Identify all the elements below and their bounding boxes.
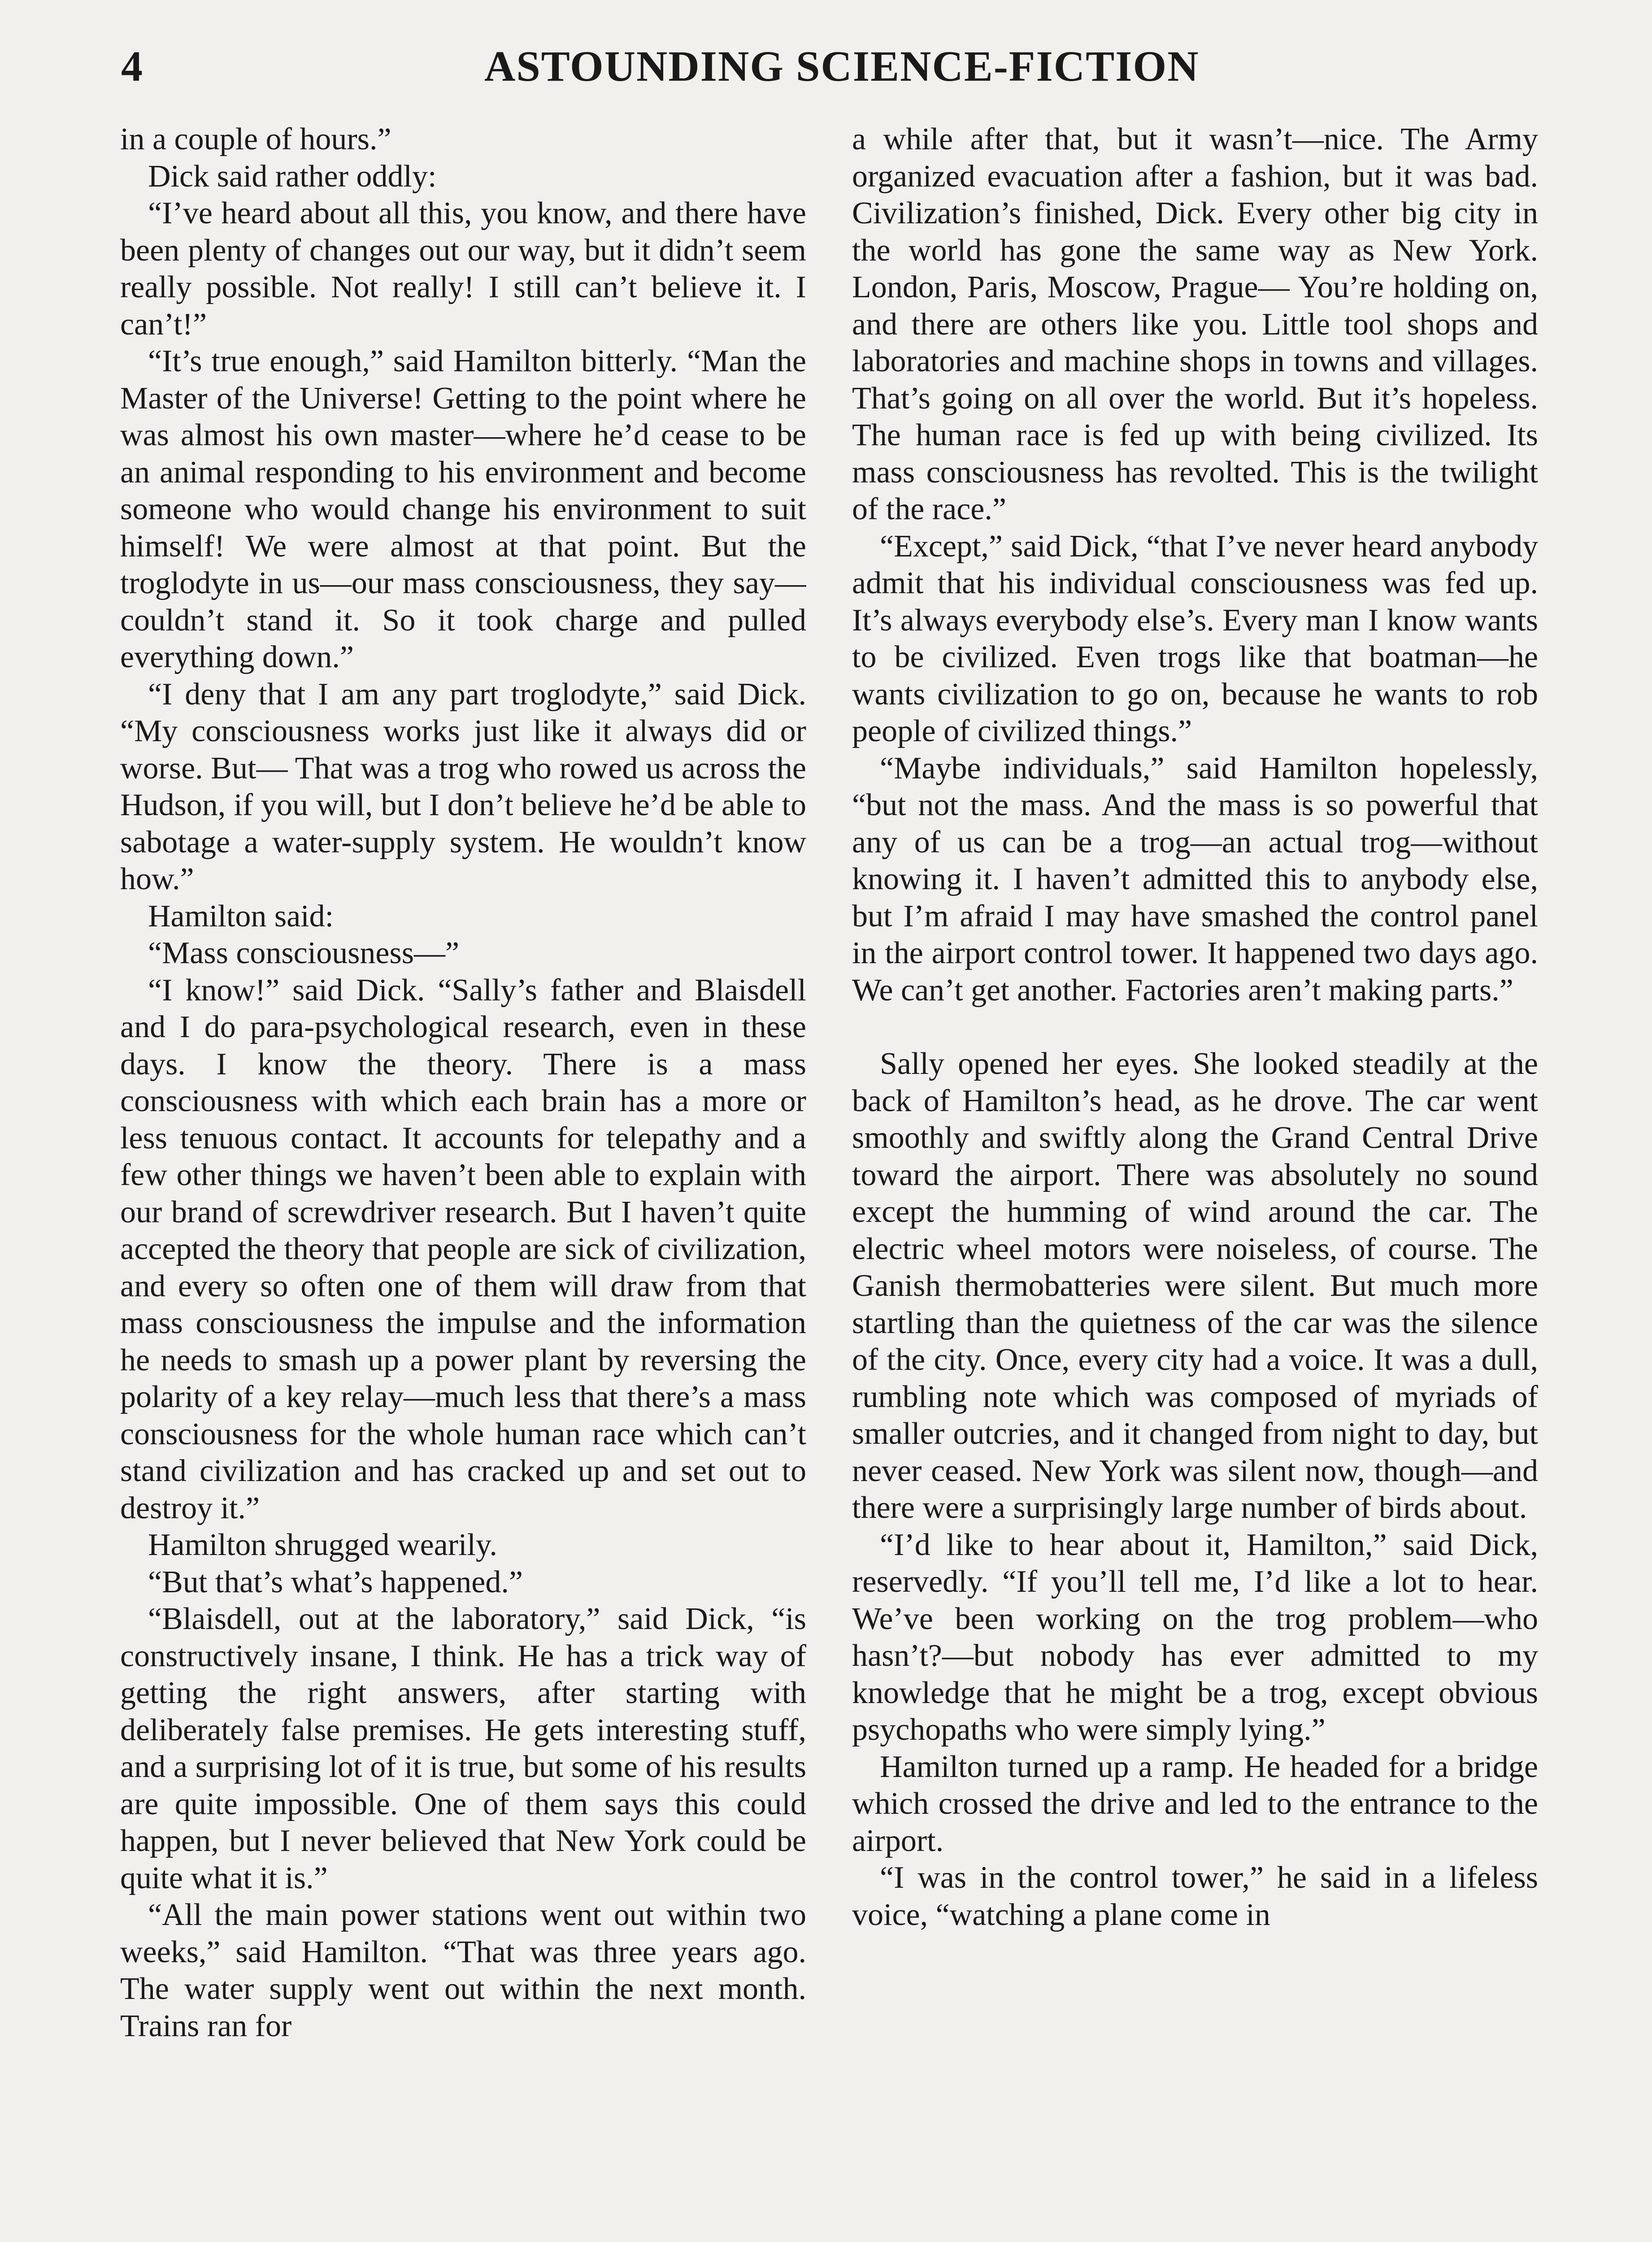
left-column bbox=[120, 121, 806, 2242]
paragraph: Dick said rather oddly: bbox=[148, 159, 437, 194]
paragraph: “It’s true enough,” said Hamilton bitterly. “Man the Master of the Universe! Getting to the point where he was almost his own master—where he’d cease to be an animal responding to his environment and become someone who would change his environment to suit himself! We were almost at that point. But the troglodyte in us—our mass consciousness, they say—couldn’t stand it. So it took charge and pulled everything down.” bbox=[120, 344, 806, 674]
paragraph: “Maybe individuals,” said Hamilton hopelessly, “but not the mass. And the mass is so powerful that any of us can be a trog—an actual trog—without knowing it. I haven’t admitted this to anybody else, but I’m afraid I may have smashed the control panel in the airport control tower. It happened two days ago. We can’t get another. Factories aren’t making parts.” bbox=[852, 751, 1538, 1008]
paragraph: Hamilton shrugged wearily. bbox=[148, 1528, 497, 1562]
page-number: 4 bbox=[121, 42, 143, 90]
paragraph: “All the main power stations went out within two weeks,” said Hamilton. “That was three years ago. The water supply went out within the next month. Trains ran for bbox=[120, 1898, 806, 2043]
paragraph: “I deny that I am any part troglodyte,” said Dick. “My consciousness works just like it always did or worse. But— That was a trog who rowed us across the Hudson, if you will, but I don’t believe he’d be able to sabotage a water-supply system. He wouldn’t know how.” bbox=[120, 677, 806, 896]
paragraph: “I was in the control tower,” he said in a lifeless voice, “watching a plane come in bbox=[852, 1860, 1538, 1932]
paragraph: “I’ve heard about all this, you know, and there have been plenty of changes out our way, but it didn’t seem really possible. Not really! I still can’t believe it. I can’t!” bbox=[120, 196, 806, 342]
paragraph: Hamilton turned up a ramp. He headed for a bridge which crossed the drive and led to the entrance to the airport. bbox=[852, 1749, 1538, 1858]
running-head-title: ASTOUNDING SCIENCE-FICTION bbox=[484, 42, 1200, 90]
paragraph: Hamilton said: bbox=[148, 899, 334, 934]
paragraph: “Except,” said Dick, “that I’ve never heard anybody admit that his individual consciousness was fed up. It’s always everybody else’s. Every man I know wants to be civilized. Even trogs like that boatman—he wants civilization to go on, because he wants to rob people of civilized things.” bbox=[852, 529, 1538, 748]
paragraph: a while after that, but it wasn’t—nice. The Army organized evacuation after a fashion, but it was bad. Civilization’s finished, Dick. Every other big city in the world has gone the same way as New York. London, Paris, Moscow, Prague— You’re holding on, and there are others like you. Little tool shops and laboratories and machine shops in towns and villages. That’s going on all over the world. But it’s hopeless. The human race is fed up with being civilized. Its mass consciousness has revolted. This is the twilight of the race.” bbox=[852, 122, 1538, 526]
paragraph: “But that’s what’s happened.” bbox=[148, 1564, 523, 1599]
right-column bbox=[852, 121, 1538, 2242]
paragraph: “I know!” said Dick. “Sally’s father and Blaisdell and I do para-psychological research, even in these days. I know the theory. There is a mass consciousness with which each brain has a more or less tenuous contact. It accounts for telepathy and a few other things we haven’t been able to explain with our brand of screwdriver research. But I haven’t quite accepted the theory that people are sick of civilization, and every so often one of them will draw from that mass consciousness the impulse and the information he needs to smash up a power plant by reversing the polarity of a key relay—much less that there’s a mass consciousness for the whole human race which can’t stand civilization and has cracked up and set out to destroy it.” bbox=[120, 973, 806, 1525]
paragraph: in a couple of hours.” bbox=[120, 122, 391, 156]
paragraph-section-start: Sally opened her eyes. She looked steadily at the back of Hamilton’s head, as he drove. The car went smoothly and swiftly along the Grand Central Drive toward the airport. There was absolutely no sound except the humming of wind around the car. The electric wheel motors were noiseless, of course. The Ganish thermobatteries were silent. But much more startling than the quietness of the car was the silence of the city. Once, every city had a voice. It was a dull, rumbling note which was composed of myriads of smaller outcries, and it changed from night to day, but never ceased. New York was silent now, though—and there were a surprisingly large number of birds about. bbox=[852, 1047, 1538, 1525]
paragraph: “Blaisdell, out at the laboratory,” said Dick, “is constructively insane, I think. He has a trick way of getting the right answers, after starting with deliberately false premises. He gets interesting stuff, and a surprising lot of it is true, but some of his results are quite impossible. One of them says this could happen, but I never believed that New York could be quite what it is.” bbox=[120, 1602, 806, 1895]
paragraph: “I’d like to hear about it, Hamilton,” said Dick, reservedly. “If you’ll tell me, I’d like a lot to hear. We’ve been working on the trog problem—who hasn’t?—but nobody has ever admitted to my knowledge that he might be a trog, except obvious psychopaths who were simply lying.” bbox=[852, 1527, 1538, 1747]
paragraph: “Mass consciousness—” bbox=[148, 936, 460, 970]
